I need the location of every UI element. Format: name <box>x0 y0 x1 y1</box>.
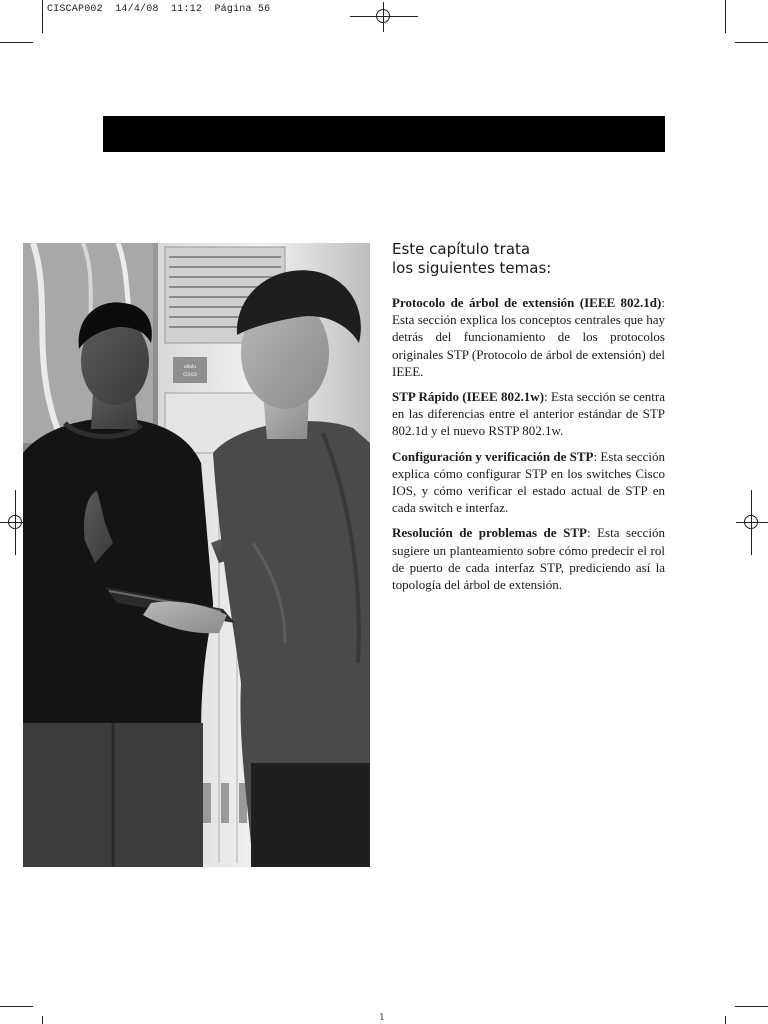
topic-item <box>392 388 665 440</box>
topic-body: : Esta sección explica cómo configurar STP en los switches Cisco IOS, y cómo verificar el estado actual de STP en cada switch e interfaz. <box>392 448 665 516</box>
page-number: 1 <box>379 1011 385 1023</box>
slug-file: CISCAP002 <box>47 4 103 15</box>
crop-mark-top-left-h <box>0 42 33 43</box>
crop-mark-bottom-left-v <box>42 1016 43 1024</box>
topics-list <box>392 294 665 601</box>
slug-date: 14/4/08 <box>115 4 159 15</box>
cisco-logo: cisco <box>183 372 197 378</box>
topics-heading-line2: los siguientes temas: <box>392 259 552 277</box>
crop-mark-bottom-right-v <box>725 1016 726 1024</box>
topic-title: Protocolo de árbol de extensión (IEEE 802.1d) <box>392 295 662 310</box>
slug-time: 11:12 <box>171 4 203 15</box>
topic-title: Configuración y verificación de STP <box>392 448 594 464</box>
topic-title: STP Rápido (IEEE 802.1w) <box>392 389 545 405</box>
topic-body: : Esta sección se centra en las diferencias entre el anterior estándar de STP 802.1d y el nuevo RSTP 802.1w. <box>392 389 666 439</box>
crop-mark-top-right-h <box>735 42 768 43</box>
topic-body: : Esta sección sugiere un planteamiento sobre cómo predecir el rol de puerto de cada interfaz STP, prediciendo así la topología del árbol de extensión. <box>392 525 665 593</box>
topic-item <box>392 448 665 517</box>
cisco-logo-top: altalu <box>184 364 196 370</box>
topic-item <box>392 294 665 380</box>
print-slug <box>47 4 270 15</box>
photo-illustration <box>23 243 370 867</box>
topic-item <box>392 524 665 593</box>
crop-mark-bottom-right-h <box>735 1006 768 1007</box>
chapter-photo <box>23 243 370 867</box>
topic-title: Resolución de problemas de STP <box>392 525 587 541</box>
chapter-title-bar <box>103 116 665 152</box>
slug-page: Página 56 <box>214 4 271 15</box>
topic-body: : Esta sección explica los conceptos centrales que hay detrás del funcionamiento de los protocolos originales STP (Protocolo de árbol de extensión) del IEEE. <box>392 295 665 379</box>
crop-mark-top-right-v <box>725 0 726 33</box>
crop-mark-top-left-v <box>42 0 43 33</box>
topics-heading <box>392 240 652 278</box>
topics-heading-line1: Este capítulo trata <box>392 240 531 258</box>
crop-mark-bottom-left-h <box>0 1006 33 1007</box>
